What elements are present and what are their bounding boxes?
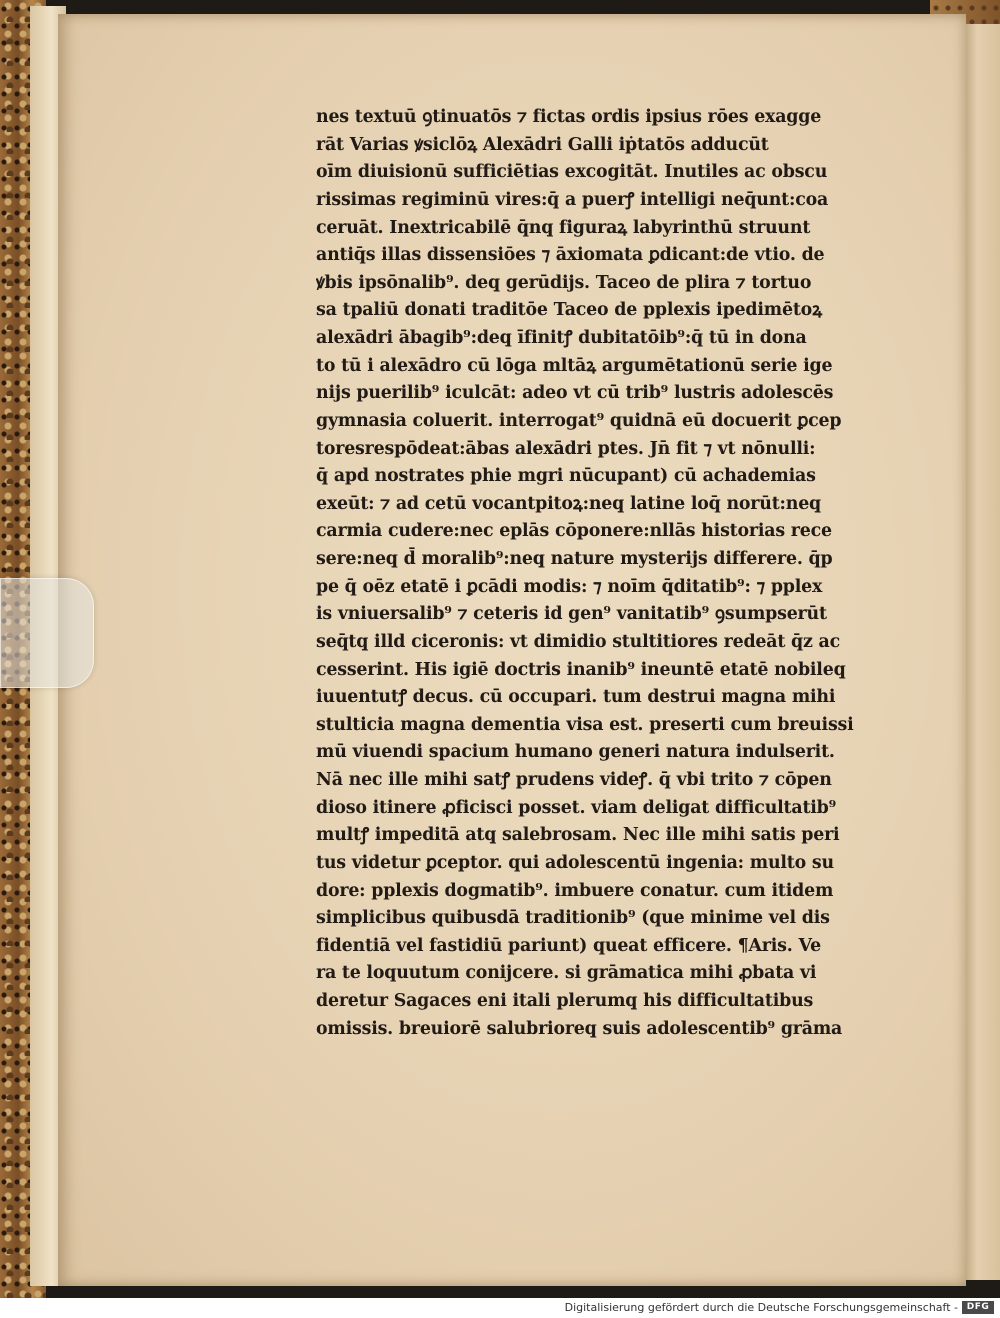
text-line: rissimas regiminū vires:q̄ a puerꝭ intelligi neq̄unt:coa [316, 189, 829, 210]
text-line: carmia cudere:nec eplās cōponere:nllās historias rece [316, 521, 832, 542]
text-line: omissis. breuiorē salubrioreq̧ suis adolescentib⁹ grāma [316, 1018, 843, 1039]
text-line: sere:neq̧ d̄ moralib⁹:neq̧ nature mysterijs differere. q̄p [316, 549, 833, 569]
text-line: simplicibus quibusdā traditionib⁹ (que minime vel dis [316, 908, 830, 929]
text-line: oīm diuisionū sufficiētias excogitāt. Inutiles ac obscu [316, 162, 828, 183]
text-line: Nā nec ille mihi satꝭ prudens videꝭ. q̄ vbi trito ⁊ cōpen [316, 770, 832, 790]
text-line: sa tpaliū donati traditōe Taceo de pplexis ipedimētoꝝ [316, 300, 822, 321]
text-line: ra te loquutum conijcere. si grāmatica mihi ꝓbata vi [316, 963, 817, 984]
text-line: is vniuersalib⁹ ⁊ ceteris id gen⁹ vanitatib⁹ ꝯsumpserūt [316, 604, 827, 625]
text-line: ceruāt. Inextricabilē q̄nq̧ figuraꝝ labyrinthū struunt [316, 217, 811, 238]
text-line: nes textuū ꝯtinuatōs ⁊ fictas ordis ipsius rōes exagge [316, 107, 822, 127]
text-line: q̄ apd nostrates phie mgri nūcupant) cū achademias [316, 466, 816, 487]
text-line: ꝟbis ipsōnalib⁹. deq̧ gerūdijs. Taceo de plira ⁊ tortuo [316, 272, 812, 293]
text-line: seq̄tq̧ illd ciceronis: vt dimidio stultitiores redeāt q̄z ac [316, 631, 840, 652]
text-line: fidentiā vel fastidiū pariunt) queat efficere. ¶Aris. Ve [316, 935, 822, 956]
text-line: to tū i alexādro cū lōga mltāꝝ argumētationū serie ige [316, 355, 833, 376]
text-line: dore: pplexis dogmatib⁹. imbuere conatur. cum itidem [316, 880, 834, 901]
text-line: rāt Varias ꝟsiclōꝝ Alexādri Galli iṗtatōs adducūt [316, 134, 769, 155]
text-line: pe q̄ oēz etatē i ꝑcādi modis: ⁊ noīm q̄ditatib⁹: ⁊ pplex [316, 576, 823, 597]
text-line: deretur Sagaces eni itali plerumq̧ his difficultatibus [316, 991, 814, 1011]
adjacent-page-edge [962, 24, 1000, 1280]
text-line: antiq̄s illas dissensiōes ⁊ āxiomata ꝑdicant:de vtio. de [316, 245, 825, 266]
text-line: mū viuendi spacium humano generi natura indulserit. [316, 742, 835, 763]
page-text-block [316, 104, 876, 1043]
text-line: exeūt: ⁊ ad cetū vocantpitoꝝ:neq̧ latine loq̄ norūt:neq̧ [316, 493, 822, 514]
text-line: gymnasia coluerit. interrogat⁹ quidnā eū docuerit ꝑcep [316, 410, 842, 431]
text-line: multꝭ impeditā atq̧ salebrosam. Nec ille mihi satis peri [316, 825, 840, 846]
text-line: toresrespōdeat:ābas alexādri ptes. Jn̄ fit ⁊ vt nōnulli: [316, 438, 816, 459]
text-line: alexādri ābagib⁹:deq̧ īfinitꝭ dubitatōib⁹:q̄ tū in dona [316, 328, 807, 348]
text-line: iuuentutꝭ decus. cū occupari. tum destrui magna mihi [316, 687, 836, 708]
footer-credit: Digitalisierung gefördert durch die Deutsche Forschungsgemeinschaft - [564, 1301, 958, 1314]
text-line: tus videtur ꝑceptor. qui adolescentū ingenia: multo su [316, 852, 834, 873]
text-line: nijs puerilib⁹ iculcāt: adeo vt cū trib⁹ lustris adolescēs [316, 383, 834, 404]
page-holder-clip [0, 578, 94, 688]
text-line: dioso itinere ꝓficisci posset. viam deligat difficultatib⁹ [316, 797, 837, 818]
dfg-logo: DFG [962, 1301, 994, 1314]
digitization-footer [0, 1298, 1000, 1318]
text-line: stulticia magna dementia visa est. preserti cum breuissi [316, 714, 854, 735]
text-line: cesserint. His igiē doctris inanib⁹ ineuntē etatē nobileq̧ [316, 659, 846, 680]
